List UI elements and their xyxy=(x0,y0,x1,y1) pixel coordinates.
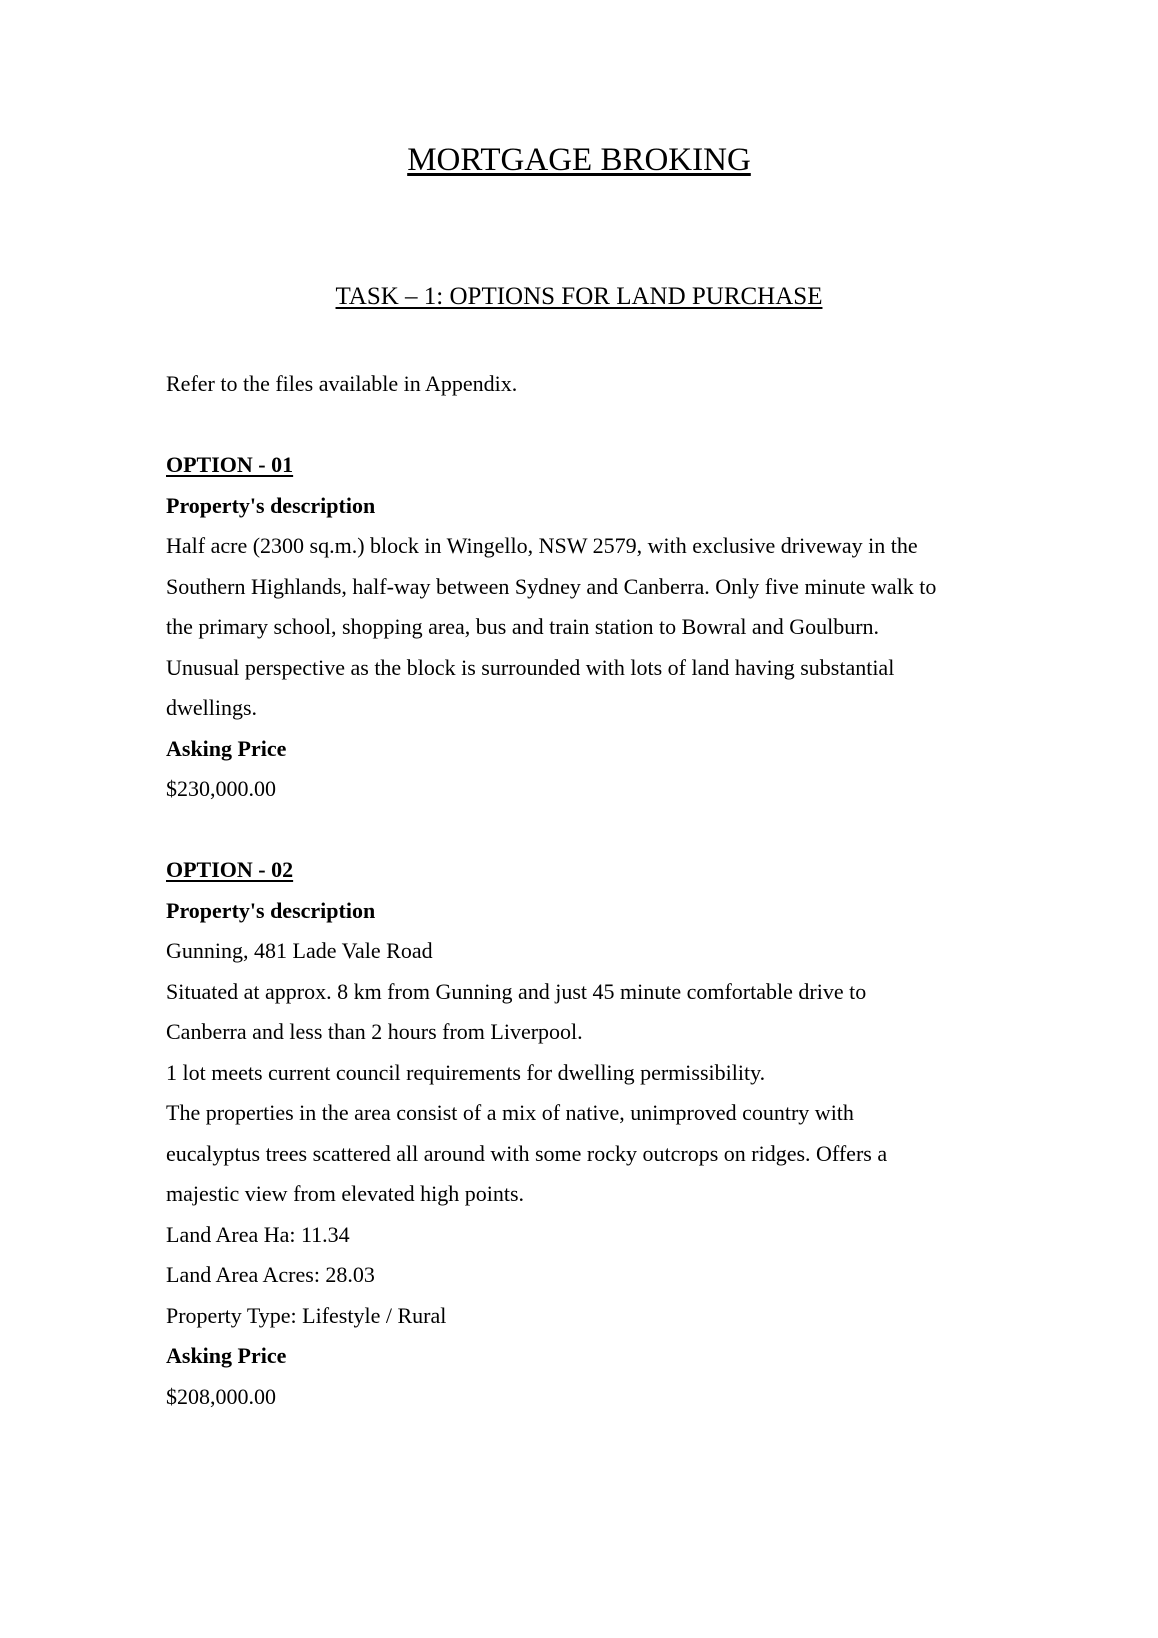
option-02-property-type: Property Type: Lifestyle / Rural xyxy=(166,1302,447,1328)
task-title: TASK – 1: OPTIONS FOR LAND PURCHASE xyxy=(335,283,823,310)
option-02-land-area-ha: Land Area Ha: 11.34 xyxy=(166,1221,350,1247)
option-01-section xyxy=(166,445,1006,810)
option-01-description-line: dwellings. xyxy=(166,695,258,720)
option-01-description-label: Property's description xyxy=(166,492,376,518)
option-02-land-area-acres: Land Area Acres: 28.03 xyxy=(166,1262,375,1287)
option-01-price-label: Asking Price xyxy=(166,735,287,761)
option-02-description-label: Property's description xyxy=(166,897,376,923)
option-02-description-line: Canberra and less than 2 hours from Liverpool. xyxy=(166,1019,583,1044)
option-02-description-line: Situated at approx. 8 km from Gunning and just 45 minute comfortable drive to xyxy=(166,978,867,1004)
option-02-description-line: Gunning, 481 Lade Vale Road xyxy=(166,938,433,963)
document-body xyxy=(166,364,1006,1417)
option-01-description-line: Unusual perspective as the block is surrounded with lots of land having substantial xyxy=(166,654,895,680)
spacer xyxy=(166,810,1006,851)
option-02-description-line: majestic view from elevated high points. xyxy=(166,1181,525,1206)
intro-text: Refer to the files available in Appendix. xyxy=(166,371,518,396)
option-01-description-line: the primary school, shopping area, bus and train station to Bowral and Goulburn. xyxy=(166,614,880,639)
option-02-price-label: Asking Price xyxy=(166,1343,287,1368)
option-02-description-line: The properties in the area consist of a mix of native, unimproved country with xyxy=(166,1100,854,1125)
option-01-description-line: Southern Highlands, half-way between Sydney and Canberra. Only five minute walk to xyxy=(166,573,937,599)
document-title: MORTGAGE BROKING xyxy=(407,142,751,178)
option-02-section xyxy=(166,850,1006,1417)
option-01-heading: OPTION - 01 xyxy=(166,452,294,477)
option-01-description-line: Half acre (2300 sq.m.) block in Wingello, NSW 2579, with exclusive driveway in the xyxy=(166,533,918,558)
option-02-price: $208,000.00 xyxy=(166,1383,276,1409)
option-01-price: $230,000.00 xyxy=(166,776,276,801)
spacer xyxy=(166,405,1006,446)
option-02-description-line: 1 lot meets current council requirements for dwelling permissibility. xyxy=(166,1059,766,1085)
option-02-heading: OPTION - 02 xyxy=(166,857,294,882)
option-02-description-line: eucalyptus trees scattered all around with some rocky outcrops on ridges. Offers a xyxy=(166,1140,888,1166)
